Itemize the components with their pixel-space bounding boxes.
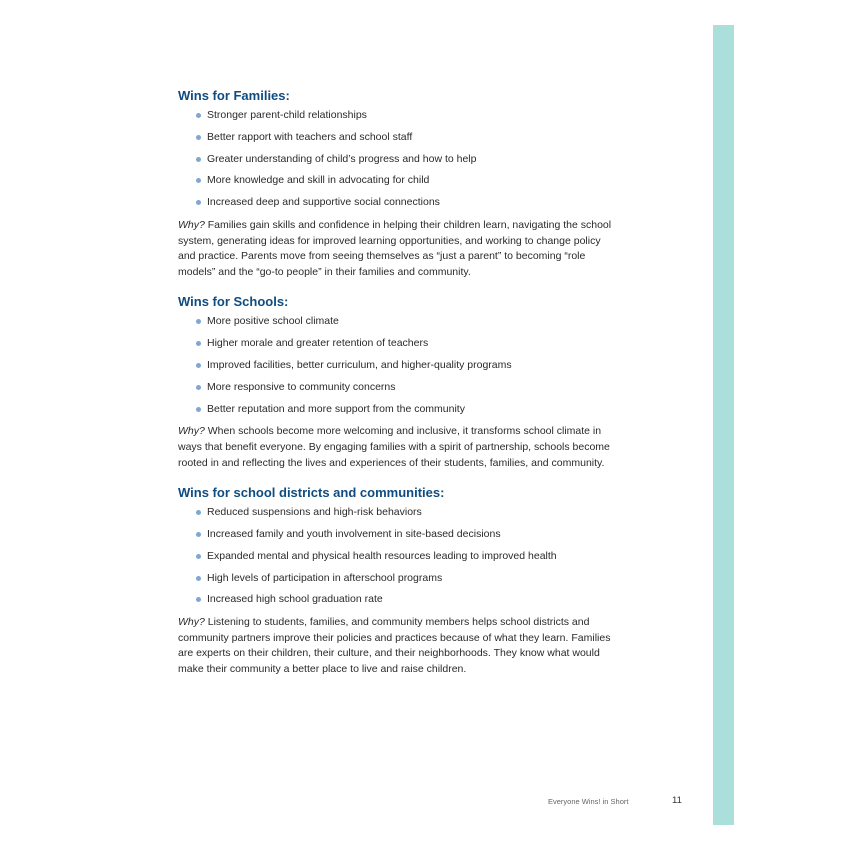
why-text: Families gain skills and confidence in helping their children learn, navigating the school system, generating ideas for improved learning opportunities, and working to change policy and practice. Parents move from seeing themselves as “just a parent” to becoming “role models” and the “go-to people” in their families and community. [178,218,612,278]
why-label: Why? [178,616,205,629]
bullet-dot-icon [196,178,201,183]
bullet-text: Increased deep and supportive social connections [207,196,440,209]
bullet-dot-icon [196,135,201,140]
why-text: Listening to students, families, and community members helps school districts and community partners improve their policies and practices because of what they learn. Families are experts on their children, their culture, and their neighborhoods. They know what would make their community a better place to live and raise children. [178,616,611,675]
bullet-dot-icon [196,554,201,559]
bullet-item [196,315,618,328]
bullet-dot-icon [196,407,201,412]
page-number: 11 [672,795,682,806]
bullet-item [196,337,618,350]
bullet-item [196,593,618,606]
bullet-text: Reduced suspensions and high-risk behaviors [207,506,422,519]
bullet-text: High levels of participation in afterschool programs [207,571,443,584]
bullet-dot-icon [196,200,201,205]
bullet-dot-icon [196,157,201,162]
page-content [178,88,618,677]
why-label: Why? [178,425,205,438]
bullet-item [196,381,618,394]
section-wins-for-schools [178,294,618,471]
bullet-item [196,506,618,519]
bullet-dot-icon [196,597,201,602]
bullet-item [196,153,618,166]
bullet-text: Greater understanding of child’s progress and how to help [207,152,477,165]
section-heading: Wins for school districts and communities: [178,485,445,501]
bullet-text: Better rapport with teachers and school staff [207,130,413,143]
why-text: When schools become more welcoming and inclusive, it transforms school climate in ways that benefit everyone. By engaging families with a spirit of partnership, schools become rooted in and reflecting the lives and experiences of their students, families, and community. [178,425,610,469]
bullet-list [178,109,618,209]
section-heading: Wins for Families: [178,88,290,103]
bullet-text: Improved facilities, better curriculum, and higher-quality programs [207,358,512,371]
bullet-text: More responsive to community concerns [207,380,396,393]
why-label: Why? [178,218,205,231]
bullet-item [196,550,618,563]
bullet-item [196,403,618,416]
bullet-text: Better reputation and more support from the community [207,402,465,415]
bullet-item [196,109,618,122]
bullet-list [178,506,618,606]
bullet-dot-icon [196,341,201,346]
bullet-item [196,359,618,372]
bullet-item [196,131,618,144]
bullet-dot-icon [196,319,201,324]
section-wins-for-families [178,88,618,280]
section-wins-for-districts-communities [178,485,618,677]
running-footer-title: Everyone Wins! in Short [548,797,629,806]
why-paragraph [178,424,618,471]
bullet-list [178,315,618,415]
section-heading: Wins for Schools: [178,294,289,310]
bullet-text: More knowledge and skill in advocating for child [207,174,430,187]
bullet-item [196,572,618,585]
bullet-text: Increased high school graduation rate [207,593,383,606]
bullet-dot-icon [196,532,201,537]
bullet-dot-icon [196,363,201,368]
bullet-text: More positive school climate [207,315,339,328]
bullet-item [196,174,618,187]
why-paragraph [178,218,618,280]
bullet-text: Expanded mental and physical health resources leading to improved health [207,549,557,562]
bullet-dot-icon [196,385,201,390]
bullet-dot-icon [196,576,201,581]
bullet-text: Higher morale and greater retention of teachers [207,337,429,350]
bullet-item [196,196,618,209]
bullet-text: Stronger parent-child relationships [207,109,367,121]
bullet-dot-icon [196,510,201,515]
side-accent-bar [713,25,734,825]
why-paragraph [178,615,618,677]
bullet-item [196,528,618,541]
bullet-dot-icon [196,113,201,118]
bullet-text: Increased family and youth involvement in site-based decisions [207,527,501,540]
